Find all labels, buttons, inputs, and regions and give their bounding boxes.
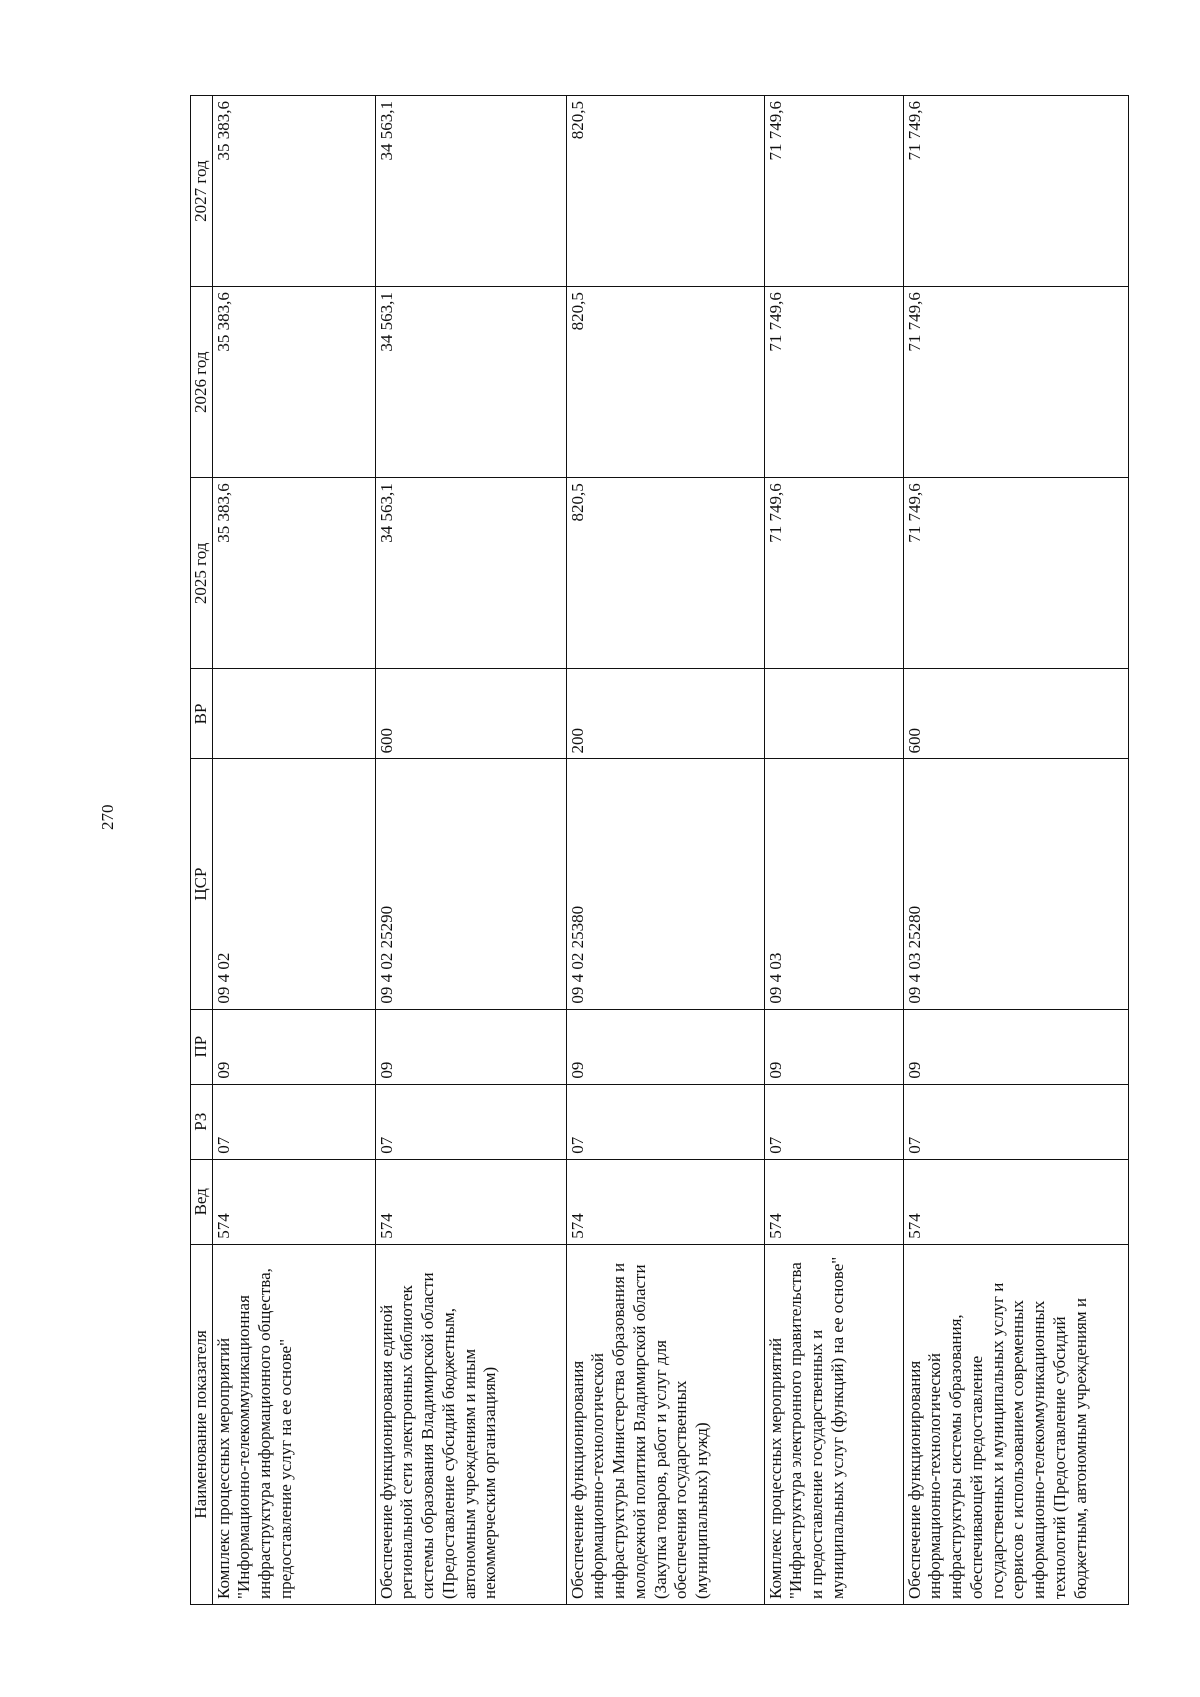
cell-pr: 09 [764,1009,903,1084]
cell-vr: 200 [566,669,764,759]
cell-2026: 34 563,1 [375,287,566,478]
cell-name: Комплекс процессных мероприятий "Инфраструктура электронного правительства и предоставление государственных и муниципальных услуг (функций) на ее основе" [764,1244,903,1604]
cell-2027: 34 563,1 [375,96,566,287]
cell-2027: 35 383,6 [212,96,375,287]
cell-name: Комплекс процессных мероприятий "Информационно-телекоммуникационная инфраструктура информационного общества, предоставление услуг на ее основе" [212,1244,375,1604]
header-2026: 2026 год [191,287,213,478]
cell-csr: 09 4 02 [212,759,375,1009]
cell-ved: 574 [375,1159,566,1244]
cell-2026: 820,5 [566,287,764,478]
cell-2025: 71 749,6 [903,478,1128,669]
cell-vr: 600 [375,669,566,759]
cell-2027: 71 749,6 [903,96,1128,287]
header-2025: 2025 год [191,478,213,669]
cell-2025: 35 383,6 [212,478,375,669]
cell-rz: 07 [764,1084,903,1159]
cell-csr: 09 4 02 25380 [566,759,764,1009]
table-row [764,96,903,1605]
cell-rz: 07 [903,1084,1128,1159]
cell-vr [764,669,903,759]
cell-2025: 34 563,1 [375,478,566,669]
cell-csr: 09 4 03 [764,759,903,1009]
cell-name: Обеспечение функционирования единой региональной сети электронных библиотек системы образования Владимирской области (Предоставление субсидий бюджетным, автономным учреждениям и иным некоммерческим организациям) [375,1244,566,1604]
cell-vr: 600 [903,669,1128,759]
cell-rz: 07 [212,1084,375,1159]
header-rz: РЗ [191,1084,213,1159]
cell-2026: 35 383,6 [212,287,375,478]
cell-csr: 09 4 02 25290 [375,759,566,1009]
cell-2026: 71 749,6 [764,287,903,478]
cell-name: Обеспечение функционирования информационно-технологической инфраструктуры Министерства образования и молодежной политики Владимирской области (Закупка товаров, работ и услуг для обеспечения государственных (муниципальных) нужд) [566,1244,764,1604]
rotated-table-container [190,95,1090,1605]
cell-pr: 09 [903,1009,1128,1084]
cell-rz: 07 [375,1084,566,1159]
cell-name: Обеспечение функционирования информационно-технологической инфраструктуры системы образования, обеспечивающей предоставление государственных и муниципальных услуг и сервисов с использованием современных информационно-телекоммуникационных технологий (Предоставление субсидий бюджетным, автономным учреждениям и [903,1244,1128,1604]
cell-rz: 07 [566,1084,764,1159]
header-pr: ПР [191,1009,213,1084]
cell-pr: 09 [212,1009,375,1084]
cell-ved: 574 [212,1159,375,1244]
header-name: Наименование показателя [191,1244,213,1604]
header-vr: ВР [191,669,213,759]
cell-2026: 71 749,6 [903,287,1128,478]
header-ved: Вед [191,1159,213,1244]
cell-2025: 820,5 [566,478,764,669]
cell-ved: 574 [903,1159,1128,1244]
table-row [212,96,375,1605]
page-number: 270 [98,804,117,830]
table-header-row [191,96,213,1605]
header-2027: 2027 год [191,96,213,287]
header-csr: ЦСР [191,759,213,1009]
cell-2027: 71 749,6 [764,96,903,287]
cell-2027: 820,5 [566,96,764,287]
cell-ved: 574 [764,1159,903,1244]
cell-csr: 09 4 03 25280 [903,759,1128,1009]
table-row [903,96,1128,1605]
cell-pr: 09 [566,1009,764,1084]
cell-2025: 71 749,6 [764,478,903,669]
budget-table [190,95,1129,1605]
table-row [566,96,764,1605]
cell-vr [212,669,375,759]
table-row [375,96,566,1605]
cell-pr: 09 [375,1009,566,1084]
cell-ved: 574 [566,1159,764,1244]
